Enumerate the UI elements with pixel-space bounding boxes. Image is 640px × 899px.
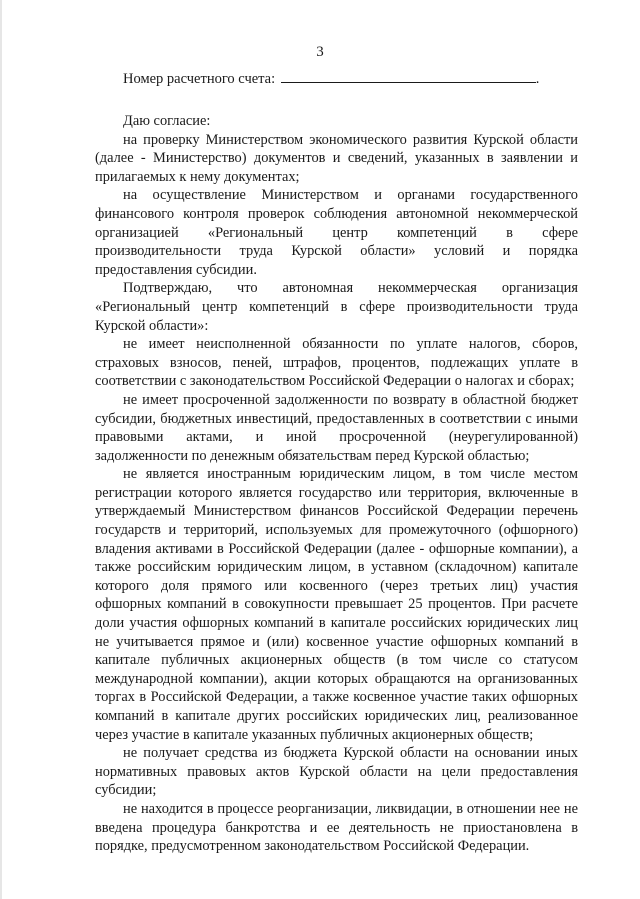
account-number-blank — [281, 68, 536, 83]
document-body — [95, 112, 578, 856]
confirmation-item-taxes: не имеет неисполненной обязанности по уплате налогов, сборов, страховых взносов, пеней, штрафов, процентов, подлежащих уплате в соответствии с законодательством Российской Федерации о налогах и сборах; — [95, 336, 578, 390]
account-number-line — [123, 68, 543, 88]
page-number: 3 — [316, 44, 324, 60]
account-number-end: . — [535, 71, 540, 87]
page-edge — [0, 0, 2, 899]
confirmation-item-reorganization: не находится в процессе реорганизации, ликвидации, в отношении нее не введена процедура банкротства и ее деятельность не приостановлена в порядке, предусмотренном законодательством Российской Федерации. — [95, 800, 578, 855]
confirmation-heading: Подтверждаю, что автономная некоммерческая организация «Региональный центр компетенций в сфере производительности труда Курской области»: — [95, 280, 578, 334]
account-number-label: Номер расчетного счета: — [123, 71, 276, 87]
consent-heading: Даю согласие: — [123, 113, 211, 129]
confirmation-item-offshore: не является иностранным юридическим лицом, в том числе местом регистрации которого является государство или территория, включенные в утверждаемый Министерством финансов Российской Федерации перечень государств и территорий, используемых для промежуточного (офшорного) владения активами в Российской Федерации (далее - офшорные компании), а также российским юридическим лицом, в уставном (складочном) капитале которого доля прямого или косвенного (через третьих лиц) участия офшорных компаний в совокупности превышает 25 процентов. При расчете доли участия офшорных компаний в капитале российских юридических лиц не учитывается прямое и (или) косвенное участие офшорных компаний в капитале публичных акционерных обществ (в том числе со статусом международной компании), акции которых обращаются на организованных торгах в Российской Федерации, а также косвенное участие таких офшорных компаний в капитале других российских юридических лиц, реализованное через участие в капитале указанных публичных акционерных обществ; — [95, 466, 578, 743]
consent-item-verification: на проверку Министерством экономического развития Курской области (далее - Министерство) документов и сведений, указанных в заявлении и прилагаемых к нему документах; — [95, 131, 578, 185]
confirmation-item-budget: не получает средства из бюджета Курской области на основании иных нормативных правовых актов Курской области на цели предоставления субсидии; — [95, 745, 578, 799]
confirmation-item-debt: не имеет просроченной задолженности по возврату в областной бюджет субсидии, бюджетных инвестиций, предоставленных в соответствии с иными правовыми актами, и иной просроченной (неурегулированной) задолженности по денежным обязательствам перед Курской областью; — [95, 391, 578, 464]
consent-item-control: на осуществление Министерством и органами государственного финансового контроля проверок соблюдения автономной некоммерческой организацией «Региональный центр компетенций в сфере производительности труда Курской области» условий и порядка предоставления субсидии. — [95, 187, 578, 278]
